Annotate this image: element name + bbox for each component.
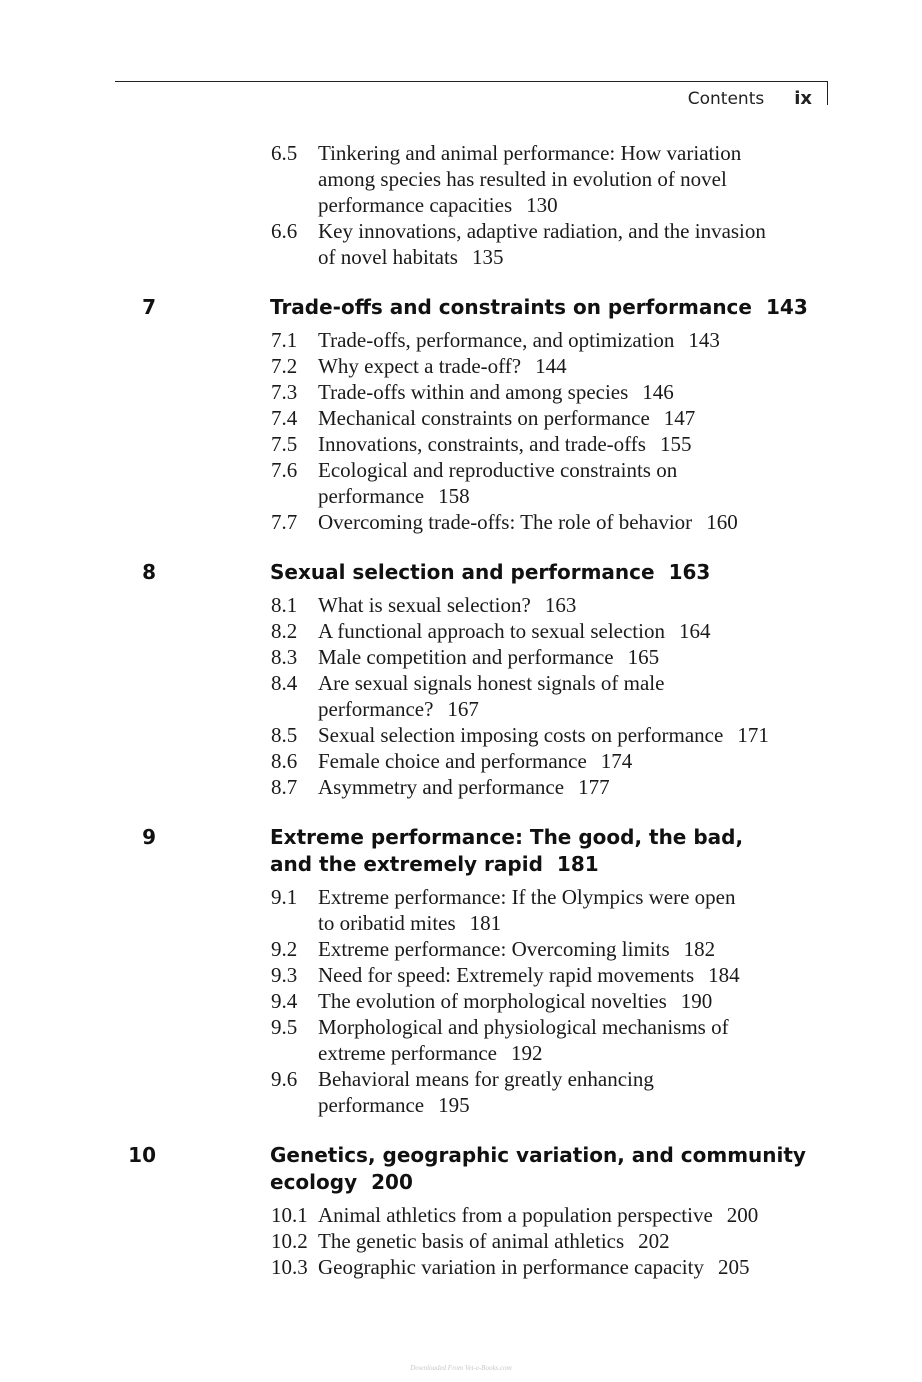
header-rule: [115, 81, 828, 82]
entry-title-line: Trade-offs, performance, and optimization: [318, 328, 675, 352]
toc-entry: [0, 884, 818, 936]
entry-page-number: 184: [708, 963, 740, 987]
entry-title-line: Tinkering and animal performance: How variation: [318, 141, 742, 165]
toc-entry: [0, 1014, 818, 1066]
page-number: ix: [794, 88, 812, 109]
chapter-number: 10: [128, 1143, 156, 1167]
chapter-entries: [0, 592, 922, 800]
chapter-heading: [0, 294, 830, 321]
chapter-title-line: Trade-offs and constraints on performance: [270, 295, 752, 319]
entry-title-line: Mechanical constraints on performance: [318, 406, 650, 430]
header-rule-tick: [827, 81, 828, 105]
entry-title-line: The genetic basis of animal athletics: [318, 1229, 625, 1253]
chapter-title-line: Sexual selection and performance: [270, 560, 655, 584]
chapter-page-number: 181: [556, 852, 599, 876]
entry-page-number: 164: [678, 619, 711, 643]
toc-entry: [0, 218, 818, 270]
toc-entry: [0, 405, 818, 431]
chapter-page-number: 200: [371, 1170, 413, 1194]
entry-title-line: Are sexual signals honest signals of male: [318, 671, 665, 695]
toc-entry: [0, 353, 818, 379]
chapter-heading: [0, 824, 830, 878]
toc-entry: [0, 936, 818, 962]
toc-entry: [0, 327, 818, 353]
running-title: Contents: [687, 89, 765, 109]
chapter-title-line: ecology: [270, 1170, 358, 1194]
chapter-title-line: Genetics, geographic variation, and community: [270, 1143, 806, 1167]
entry-title-line: Need for speed: Extremely rapid movements: [318, 963, 695, 987]
entry-title-line: Trade-offs within and among species: [318, 380, 629, 404]
entry-title-line: Key innovations, adaptive radiation, and the invasion: [318, 219, 766, 243]
chapter-entries: [0, 327, 922, 535]
entry-title-line: Innovations, constraints, and trade-offs: [318, 432, 646, 456]
entry-number: 7.6: [271, 458, 298, 482]
entry-title-line: Behavioral means for greatly enhancing: [318, 1067, 654, 1091]
table-of-contents: [0, 140, 922, 1280]
chapter-entries: [0, 1202, 922, 1280]
entry-number: 7.2: [271, 354, 298, 378]
toc-entry: [0, 988, 818, 1014]
running-head: [688, 86, 812, 112]
entry-title-line: among species has resulted in evolution of novel: [318, 167, 727, 191]
entry-title-line: Female choice and performance: [318, 749, 587, 773]
entry-page-number: 135: [471, 245, 504, 269]
entry-page-number: 158: [438, 484, 470, 508]
toc-entry: [0, 962, 818, 988]
entry-page-number: 174: [600, 749, 633, 773]
entry-number: 9.1: [271, 885, 298, 909]
entry-title-line: performance capacities: [318, 193, 513, 217]
entry-title-line: A functional approach to sexual selection: [318, 619, 665, 643]
entry-title-line: Morphological and physiological mechanisms of: [318, 1015, 729, 1039]
entry-title-line: Extreme performance: Overcoming limits: [318, 937, 670, 961]
intro-entries: [0, 140, 922, 270]
chapter-heading: [0, 559, 830, 586]
entry-page-number: 192: [510, 1041, 543, 1065]
entry-number: 6.6: [271, 219, 298, 243]
entry-page-number: 155: [659, 432, 692, 456]
entry-number: 8.1: [271, 593, 298, 617]
watermark: Downloaded From Vet-e-Books.com: [410, 1364, 512, 1372]
entry-page-number: 171: [737, 723, 769, 747]
chapter-title-line: Extreme performance: The good, the bad,: [270, 825, 744, 849]
chapter-number: 8: [142, 560, 156, 584]
entry-title-line: Ecological and reproductive constraints on: [318, 458, 678, 482]
toc-entry: [0, 140, 818, 218]
entry-title-line: performance: [318, 484, 425, 508]
entry-title-line: Extreme performance: If the Olympics were open: [318, 885, 736, 909]
entry-title-line: The evolution of morphological novelties: [318, 989, 667, 1013]
entry-number: 9.6: [271, 1067, 298, 1091]
toc-entry: [0, 1066, 818, 1118]
entry-title-line: extreme performance: [318, 1041, 497, 1065]
entry-page-number: 165: [627, 645, 660, 669]
entry-title-line: Geographic variation in performance capacity: [318, 1255, 704, 1279]
entry-page-number: 130: [526, 193, 558, 217]
chapter-title-line: and the extremely rapid: [270, 852, 543, 876]
chapter-page-number: 163: [668, 560, 711, 584]
entry-title-line: What is sexual selection?: [318, 593, 531, 617]
entry-number: 7.7: [271, 510, 298, 534]
entry-number: 10.3: [271, 1255, 308, 1279]
entry-page-number: 182: [683, 937, 716, 961]
entry-title-line: Overcoming trade-offs: The role of behavior: [318, 510, 693, 534]
chapter-heading: [0, 1142, 830, 1196]
toc-entry: [0, 509, 818, 535]
toc-entry: [0, 748, 818, 774]
entry-title-line: to oribatid mites: [318, 911, 456, 935]
entry-title-line: performance?: [318, 697, 434, 721]
entry-page-number: 160: [706, 510, 738, 534]
entry-number: 9.5: [271, 1015, 298, 1039]
toc-entry: [0, 1202, 818, 1228]
toc-entry: [0, 592, 818, 618]
entry-number: 9.3: [271, 963, 298, 987]
entry-number: 6.5: [271, 141, 298, 165]
entry-title-line: of novel habitats: [318, 245, 458, 269]
toc-entry: [0, 774, 818, 800]
entry-number: 8.7: [271, 775, 298, 799]
toc-entry: [0, 670, 818, 722]
entry-number: 10.2: [271, 1229, 308, 1253]
entry-number: 9.4: [271, 989, 298, 1013]
entry-title-line: Why expect a trade-off?: [318, 354, 522, 378]
chapter-number: 9: [142, 825, 156, 849]
entry-number: 8.4: [271, 671, 298, 695]
entry-title-line: performance: [318, 1093, 425, 1117]
chapter-entries: [0, 884, 922, 1118]
entry-number: 8.3: [271, 645, 298, 669]
toc-entry: [0, 644, 818, 670]
chapter-number: 7: [142, 295, 156, 319]
entry-page-number: 202: [638, 1229, 670, 1253]
entry-page-number: 205: [717, 1255, 750, 1279]
entry-number: 10.1: [271, 1203, 308, 1227]
entry-title-line: Animal athletics from a population perspective: [318, 1203, 713, 1227]
toc-entry: [0, 1228, 818, 1254]
toc-entry: [0, 431, 818, 457]
entry-page-number: 147: [663, 406, 696, 430]
toc-entry: [0, 1254, 818, 1280]
entry-title-line: Asymmetry and performance: [318, 775, 565, 799]
entry-number: 8.2: [271, 619, 298, 643]
entry-page-number: 163: [544, 593, 577, 617]
entry-page-number: 143: [688, 328, 720, 352]
entry-number: 7.4: [271, 406, 298, 430]
toc-entry: [0, 618, 818, 644]
chapter-page-number: 143: [765, 295, 808, 319]
toc-entry: [0, 379, 818, 405]
entry-number: 8.6: [271, 749, 298, 773]
entry-title-line: Male competition and performance: [318, 645, 614, 669]
entry-number: 7.3: [271, 380, 298, 404]
entry-page-number: 144: [535, 354, 567, 378]
entry-page-number: 200: [726, 1203, 759, 1227]
entry-page-number: 177: [578, 775, 610, 799]
toc-entry: [0, 457, 818, 509]
entry-number: 7.1: [271, 328, 298, 352]
toc-entry: [0, 722, 818, 748]
entry-page-number: 190: [680, 989, 713, 1013]
entry-page-number: 146: [642, 380, 674, 404]
entry-page-number: 167: [447, 697, 479, 721]
entry-page-number: 181: [469, 911, 502, 935]
entry-number: 8.5: [271, 723, 298, 747]
entry-title-line: Sexual selection imposing costs on performance: [318, 723, 724, 747]
entry-page-number: 195: [438, 1093, 470, 1117]
entry-number: 9.2: [271, 937, 298, 961]
entry-number: 7.5: [271, 432, 298, 456]
